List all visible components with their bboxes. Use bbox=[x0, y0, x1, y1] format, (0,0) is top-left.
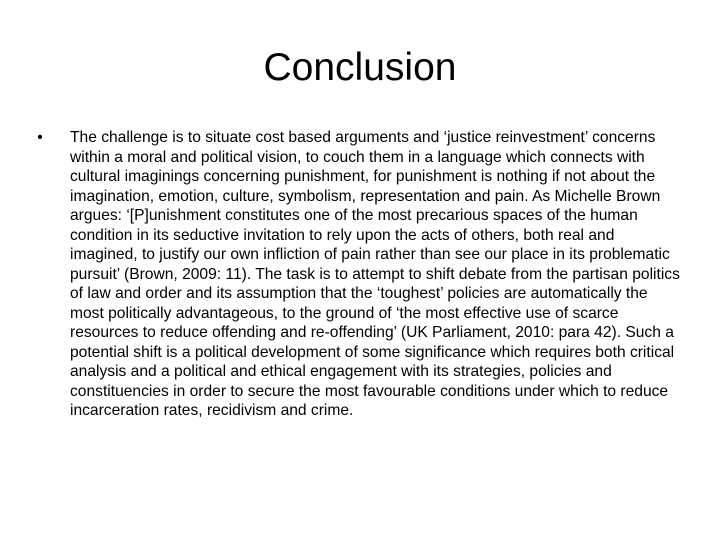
bullet-item bbox=[34, 128, 684, 421]
slide-title: Conclusion bbox=[263, 46, 457, 89]
bullet-list bbox=[34, 128, 684, 421]
bullet-point-icon: • bbox=[37, 129, 43, 146]
bullet-text: The challenge is to situate cost based arguments and ‘justice reinvestment’ concerns within a moral and political vision, to couch them in a language which connects with cultural imaginings concerning punishment, for punishment is nothing if not about the imagination, emotion, culture, symbolism, representation and pain. As Michelle Brown argues: ‘[P]unishment constitutes one of the most precarious spaces of the human condition in its seductive invitation to rely upon the acts of others, both real and imagined, to justify our own infliction of pain rather than see our place in its problematic pursuit’ (Brown, 2009: 11). The task is to attempt to shift debate from the partisan politics of law and order and its assumption that the ‘toughest’ policies are automatically the most politically advantageous, to the ground of ‘the most effective use of scarce resources to reduce offending and re-offending’ (UK Parliament, 2010: para 42). Such a potential shift is a political development of some significance which requires both critical analysis and a political and ethical engagement with its strategies, policies and constituencies in order to secure the most favourable conditions under which to reduce incarceration rates, recidivism and crime. bbox=[70, 129, 680, 419]
